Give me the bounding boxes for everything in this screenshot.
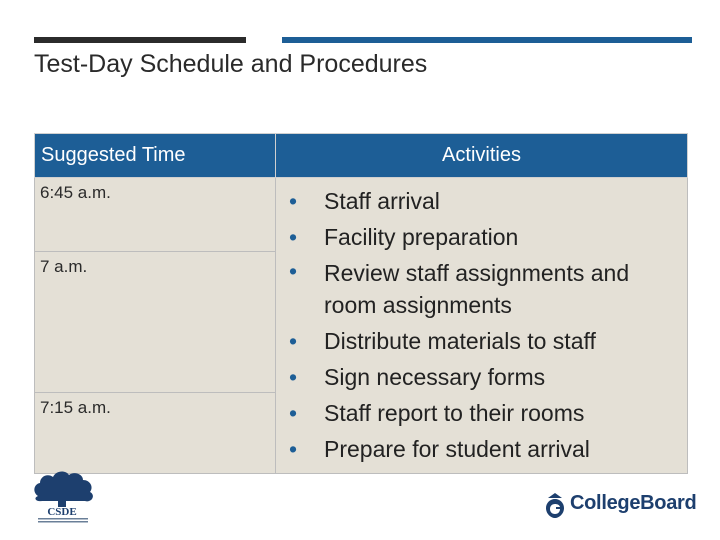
title-bar-dark — [34, 37, 246, 43]
bullet-icon: • — [289, 364, 298, 390]
title-bar-blue — [282, 37, 692, 43]
table-header-row — [35, 134, 688, 178]
time-cell: 7 a.m. — [35, 252, 276, 393]
activities-cell — [276, 178, 688, 474]
list-item — [289, 219, 682, 255]
activity-text: Sign necessary forms — [324, 364, 546, 390]
activity-text: Facility preparation — [324, 224, 519, 250]
activity-text: Staff arrival — [324, 188, 440, 214]
list-item — [289, 323, 682, 359]
list-item — [289, 183, 682, 219]
acorn-icon — [543, 490, 567, 520]
bullet-icon: • — [289, 328, 298, 354]
bullet-icon: • — [289, 400, 298, 426]
activities-list — [281, 183, 682, 467]
header-activities: Activities — [276, 134, 688, 178]
bullet-icon: • — [289, 188, 298, 214]
collegeboard-logo — [543, 490, 703, 526]
activity-text: Staff report to their rooms — [324, 400, 585, 426]
bullet-icon: • — [289, 224, 298, 250]
csde-logo — [28, 466, 102, 526]
list-item — [289, 395, 682, 431]
list-item — [289, 359, 682, 395]
csde-logo-text: CSDE — [47, 506, 77, 518]
schedule-table — [34, 133, 688, 474]
bullet-icon: • — [289, 258, 298, 284]
bullet-icon: • — [289, 436, 298, 462]
list-item — [289, 255, 682, 323]
table-row — [35, 178, 688, 252]
header-suggested-time: Suggested Time — [35, 134, 276, 178]
activity-text: Distribute materials to staff — [324, 328, 596, 354]
collegeboard-logo-text: CollegeBoard — [570, 492, 697, 514]
slide-title: Test-Day Schedule and Procedures — [34, 50, 428, 78]
activity-text: Review staff assignments and room assignments — [324, 260, 630, 318]
list-item — [289, 431, 682, 467]
time-cell: 7:15 a.m. — [35, 393, 276, 474]
activity-text: Prepare for student arrival — [324, 436, 590, 462]
time-cell: 6:45 a.m. — [35, 178, 276, 252]
